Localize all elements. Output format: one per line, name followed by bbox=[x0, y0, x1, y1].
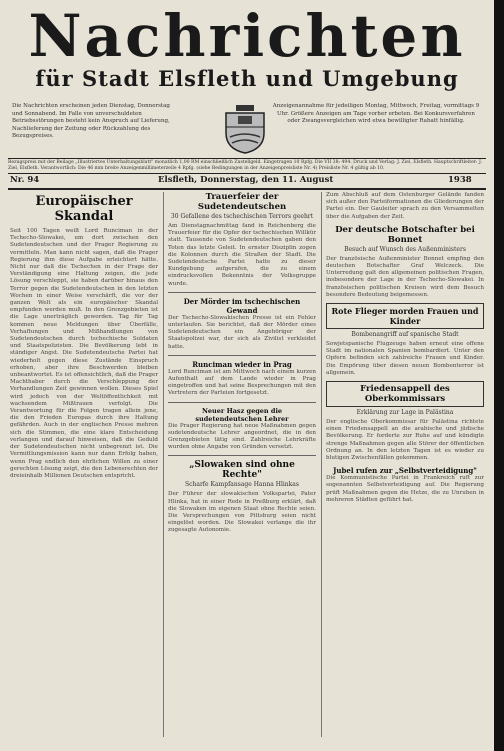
article-body: Lord Runciman ist am Mittwoch nach einem kurzen Aufenthalt auf dem Lande wieder in Prag eingetroffen und hat seine Besprechungen mit den Vertretern der Parteien fortgesetzt. bbox=[168, 368, 316, 397]
column-middle bbox=[168, 192, 316, 742]
divider bbox=[8, 158, 486, 159]
header-note-right: Anzeigenannahme für jedeiligen Montag, Mittwoch, Freitag, vormittags 9 Uhr. Größere Anzeigen am Tage vorher erbeten. Bei Konkursverfahren oder Zwangsvergleichen wird etwa bewilligter Rabatt hinfällig. bbox=[272, 103, 480, 124]
article-body: Zum Abschluß auf dem Ostenburger Gelände fanden sich außer den Parteiformationen die Gliederungen der Partei ein. Der Gauleiter sprach zu den Versammelten über die Aufgaben der Zeit. bbox=[326, 192, 484, 220]
article-headline: Der Mörder im tschechischen Gewand bbox=[183, 296, 301, 315]
article-subheadline: Scharfe Kampfansage Hanna Hlinkas bbox=[185, 481, 299, 489]
article-headline: Runciman wieder in Prag bbox=[192, 359, 292, 369]
article-headline: Europäischer Skandal bbox=[35, 194, 133, 224]
column-divider bbox=[163, 192, 164, 737]
article-body: Der englische Oberkommissar für Palästina richtete einen Friedensappell an die arabische und jüdische Bevölkerung. Er forderte zur Ruhe auf und kündigte strenge Maßnahmen gegen alle Störer der öffentlichen Ordnung an. In den letzten Tagen ist es wieder zu blutigen Zwischenfällen gekommen. bbox=[326, 419, 484, 462]
divider bbox=[168, 402, 316, 403]
article-subheadline: 30 Gefallene des tschechischen Terrors geehrt bbox=[170, 213, 314, 220]
divider bbox=[8, 173, 486, 174]
divider bbox=[168, 455, 316, 456]
dateline bbox=[8, 175, 486, 187]
article-headline: Der deutsche Botschafter bei Bonnet bbox=[335, 224, 475, 245]
coat-of-arms-icon bbox=[222, 103, 268, 155]
column-left bbox=[10, 192, 158, 742]
article-subheadline: Besuch auf Wunsch des Außenministers bbox=[344, 245, 466, 253]
subscription-fineprint: Bezugspreis mit der Beilage „Illustriertes Unterhaltungsblatt" monatlich 1,00 RM einschließlich Zustellgeld. Eingetragen 10 Rpfg. Die VII 38: 494. Druck und Verlag: J. Ziel, Elsfleth. Hauptschriftleiter: J. Ziel, Elsfleth. Verantwortlich: Die 46 mm breite Anzeigenmillimeterzeile 4 Rpfg. (siehe Bedingungen in der Anzeigenpreisliste Nr. 4) Preisliste Nr. 4 gültig ab 10. bbox=[8, 160, 482, 172]
article-body: Die Prager Regierung hat neue Maßnahmen gegen sudetendeutsche Lehrer angeordnet, die in den Grenzgebieten tätig sind. Zahlreiche Lehrkräfte wurden ohne Angabe von Gründen versetzt. bbox=[168, 422, 316, 451]
issue-number: Nr. 94 bbox=[10, 175, 40, 185]
article-subheadline: Bombenangriff auf spanische Stadt bbox=[351, 331, 459, 339]
issue-date: Elsfleth, Donnerstag, den 11. August bbox=[158, 175, 334, 185]
column-right bbox=[326, 192, 484, 742]
column-divider bbox=[321, 192, 322, 737]
scan-border bbox=[494, 0, 504, 751]
article-subheadline: Erklärung zur Lage in Palästina bbox=[356, 409, 454, 417]
article-headline: Jubel rufen zur „Selbstverteidigung" bbox=[333, 466, 477, 476]
divider bbox=[8, 188, 486, 190]
article-headline: Friedensappell des Oberkommissars bbox=[326, 381, 484, 407]
article-headline: Neuer Hasz gegen die sudetendeutschen Lehrer bbox=[195, 406, 289, 423]
article-body: Sowjetspanische Flugzeuge haben erneut eine offene Stadt im nationalen Spanien bombardiert. Unter den Opfern befinden sich zahlreiche Frauen und Kinder. Die Empörung über diesen neuen Bombenterror ist allgemein. bbox=[326, 341, 484, 376]
article-body: Der französische Außenminister Bonnet empfing den deutschen Botschafter Graf Welczeck. Die Unterredung galt den allgemeinen politischen Fragen, insbesondere der Lage in der Tschecho-Slowakei. In französischen politischen Kreisen wird dem Besuch besondere Bedeutung beigemessen. bbox=[326, 255, 484, 298]
article-headline: Trauerfeier der Sudetendeutschen bbox=[197, 192, 287, 212]
masthead-title: Nachrichten bbox=[28, 2, 466, 70]
header-note-left: Die Nachrichten erscheinen jeden Dienstag, Donnerstag und Sonnabend. Im Falle von unverschuldeten Betriebsstörungen besteht kein Anspruch auf Lieferung, Nachlieferung der Zeitung oder Rückzahlung des Bezugspreises. bbox=[12, 103, 170, 139]
masthead-subtitle: für Stadt Elsfleth und Umgebung bbox=[35, 66, 459, 91]
article-body: Am Dienstagnachmittag fand in Reichenberg die Trauerfeier für die Opfer der tschechischen Willkür statt. Tausende von Sudetendeutschen gaben den Toten das letzte Geleit. In ernster Disziplin zogen die Kolonnen durch die Straßen der Stadt. Die Sudetendeutsche Partei hatte zu dieser Kundgebung aufgerufen, die zu einem eindrucksvollen Bekenntnis der Volksgruppe wurde. bbox=[168, 223, 316, 287]
article-body: Die Kommunistische Partei in Frankreich ruft zur sogenannten Selbstverteidigung auf. Die Regierung prüft Maßnahmen gegen die Hetze, die zu Unruhen in mehreren Städten geführt hat. bbox=[326, 475, 484, 503]
article-headline: „Slowaken sind ohne Rechte" bbox=[189, 460, 295, 481]
article-body: Der Führer der slowakischen Volkspartei, Pater Hlinka, hat in einer Rede in Preßburg erklärt, daß die Slowaken im eigenen Staat ohne Rechte seien. Die Versprechungen von Pittsburg seien nicht eingelöst worden. Die Slowakei verlange die ihr zugesagte Autonomie. bbox=[168, 491, 316, 534]
divider bbox=[168, 292, 316, 293]
article-body: Der Tschecho-Slowakischen Presse ist ein Fehler unterlaufen. Sie berichtet, daß der Mörder eines Sudetendeutschen ein Angehöriger der Staatspolizei war, der sich als Zivilist verkleidet hatte. bbox=[168, 314, 316, 350]
article-body: Seit 100 Tagen weilt Lord Runciman in der Tschecho-Slowakei, um dort zwischen den Sudetendeutschen und der Prager Regierung zu vermitteln. Man kann nicht sagen, daß die Prager Regierung ihm diese Aufgabe erleichtert hätte. Nicht nur daß die Tschechen in der Frage der Verständigung eine Haltung zeigen, die jede Lösung verschleppt, sie haben darüber hinaus den Terror gegen die Sudetendeutschen in den letzten Wochen in einer Weise verschärft, die vor der ganzen Welt als ein europäischer Skandal empfunden werden muß. In den Grenzgebieten ist die Lage unerträglich geworden. Tag für Tag kommen neue Meldungen über Überfälle, Verhaftungen und Mißhandlungen von Sudetendeutschen durch tschechische Soldaten und Staatspolizisten. Die Bevölkerung lebt in ständiger Angst. Die Sudetendeutsche Partei hat wiederholt gegen diese Zustände Einspruch erhoben, aber ihre Beschwerden bleiben unbeantwortet. Es ist offensichtlich, daß die Prager Machthaber durch die Verschleppung der Verhandlungen Zeit gewinnen wollen. Dieses Spiel wird jedoch von der Weltöffentlichkeit mit wachsendem Mißtrauen verfolgt. Die Verantwortung für die Folgen tragen allein jene, die den Frieden Europas durch ihre Haltung gefährden. Auch in der englischen Presse mehren sich die Stimmen, die eine klare Entscheidung verlangen und darauf hinweisen, daß die Geduld der Sudetendeutschen nicht unbegrenzt ist. Die Vermittlungsmission kann nur dann Erfolg haben, wenn Prag endlich den ehrlichen Willen zu einer gerechten Lösung zeigt, die den Lebensrechten der dreieinhalb Millionen Deutschen entspricht. bbox=[10, 228, 158, 479]
article-headline: Rote Flieger morden Frauen und Kinder bbox=[326, 303, 484, 329]
divider bbox=[168, 355, 316, 356]
issue-year: 1938 bbox=[448, 175, 472, 185]
